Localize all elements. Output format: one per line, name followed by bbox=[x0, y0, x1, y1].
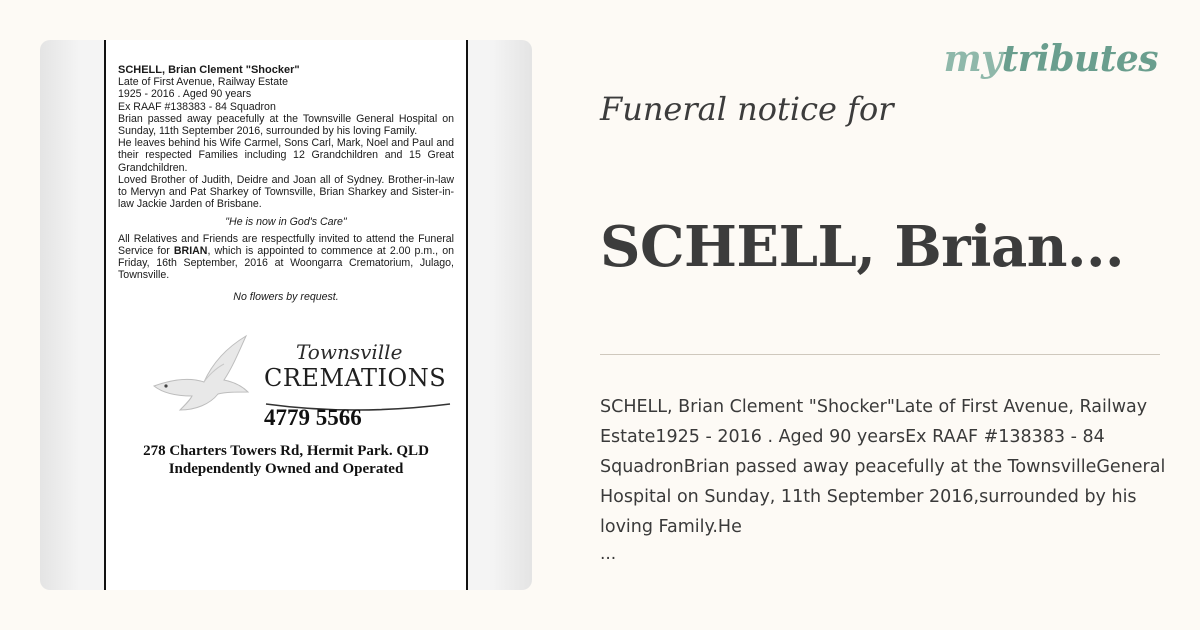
dove-icon bbox=[146, 334, 256, 414]
ad-tagline: Independently Owned and Operated bbox=[168, 460, 404, 477]
notice-name-line: SCHELL, Brian Clement "Shocker" bbox=[118, 64, 300, 76]
notice-paper bbox=[104, 40, 468, 590]
notice-service-text-after: , which is appointed to commence at 2.00 p.m., on Friday, 16th September, 2016 at Woongarra Crematorium, Julago, Townsville. bbox=[118, 244, 454, 282]
notice-excerpt: SCHELL, Brian Clement "Shocker"Late of First Avenue, Railway Estate1925 - 2016 . Aged 90 yearsEx RAAF #138383 - 84 SquadronBrian passed away peacefully at the TownsvilleGeneral Hospital on Sunday, 11th September 2016,surrounded by his loving Family.He bbox=[600, 397, 1166, 537]
ad-address: 278 Charters Towers Rd, Hermit Park. QLD bbox=[143, 442, 429, 459]
notice-service-line: Ex RAAF #138383 - 84 Squadron bbox=[118, 100, 276, 113]
deceased-name-title: SCHELL, Brian... bbox=[600, 214, 1124, 280]
mytributes-logo[interactable] bbox=[944, 38, 1158, 80]
excerpt-ellipsis: ... bbox=[600, 544, 617, 564]
notice-paragraph-family: He leaves behind his Wife Carmel, Sons Carl, Mark, Noel and Paul and their respected Families including 12 Grandchildren and 15 Great Grandchildren. bbox=[118, 137, 454, 174]
crematorium-ad bbox=[118, 320, 454, 432]
funeral-notice-image bbox=[40, 40, 532, 590]
divider bbox=[600, 354, 1160, 355]
notice-paragraph-passing: Brian passed away peacefully at the Townsville General Hospital on Sunday, 11th September 2016, surrounded by his loving Family. bbox=[118, 112, 454, 138]
logo-tributes: tributes bbox=[1001, 38, 1158, 80]
notice-paragraph-service bbox=[118, 233, 454, 282]
notice-years-line: 1925 - 2016 . Aged 90 years bbox=[118, 88, 252, 101]
notice-no-flowers: No flowers by request. bbox=[233, 291, 339, 304]
notice-service-name: BRIAN bbox=[173, 244, 208, 257]
notice-quote: "He is now in God's Care" bbox=[225, 216, 347, 229]
notice-paragraph-siblings: Loved Brother of Judith, Deidre and Joan all of Sydney. Brother-in-law to Mervyn and Pat Sharkey of Townsville, Brian Sharkey and Sister-in-law Jackie Jarden of Brisbane. bbox=[118, 173, 454, 211]
notice-address-line: Late of First Avenue, Railway Estate bbox=[118, 76, 288, 89]
notice-service-text-before: All Relatives and Friends are respectfully invited to attend the Funeral Service for bbox=[118, 232, 454, 257]
ad-company-name: CREMATIONS bbox=[264, 363, 447, 392]
logo-my: my bbox=[943, 38, 1002, 80]
funeral-notice-intro: Funeral notice for bbox=[600, 90, 894, 128]
ad-phone: 4779 5566 bbox=[264, 404, 362, 430]
ad-script-title: Townsville bbox=[296, 339, 403, 364]
